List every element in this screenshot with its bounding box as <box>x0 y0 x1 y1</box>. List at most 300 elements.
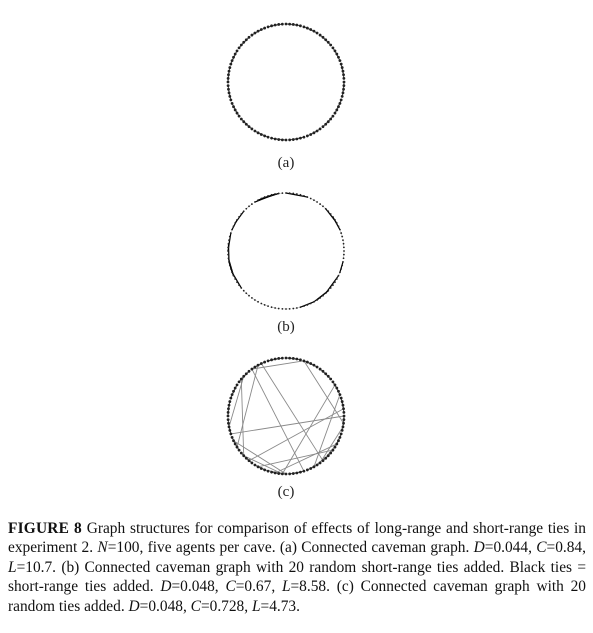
graph-node <box>299 137 302 140</box>
graph-node <box>267 195 269 197</box>
graph-node <box>342 407 345 410</box>
graph-node <box>340 63 343 66</box>
graph-node <box>267 470 270 473</box>
graph-node <box>335 53 338 56</box>
random-tie <box>237 365 258 447</box>
graph-node <box>278 193 280 195</box>
graph-node <box>234 278 236 280</box>
graph-node <box>327 375 330 378</box>
random-tie <box>244 456 283 474</box>
graph-node <box>242 120 245 123</box>
graph-node <box>334 50 337 53</box>
graph-node <box>254 201 256 203</box>
graph-node <box>285 139 288 142</box>
panel-a-label: (a) <box>277 155 295 171</box>
graph-node <box>313 131 316 134</box>
graph-node <box>231 59 234 62</box>
panel-c-label: (c) <box>277 484 295 500</box>
graph-node <box>238 115 241 118</box>
graph-node <box>243 290 245 292</box>
graph-node <box>231 102 234 105</box>
random-tie <box>261 364 323 461</box>
graph-node <box>334 384 337 387</box>
graph-node <box>229 397 232 400</box>
graph-node <box>306 361 309 364</box>
graph-node <box>254 299 256 301</box>
graph-node <box>342 77 345 80</box>
graph-node <box>229 433 232 436</box>
graph-node <box>295 472 298 475</box>
figure-caption: FIGURE 8 Graph structures for comparison of effects of long-range and short-range ties in experiment 2. N=100, five agents per cave. (a) Connected caveman graph. D=0.044, C=0.84, L=10.7. (b) Connected caveman graph with 20 random short-range ties added. Black ties = short-range ties added. D=0.048, C=0.67, L=8.58. (c) Connected caveman graph with 20 random ties added. D=0.048, C=0.728, L=4.73. <box>8 520 587 615</box>
graph-node <box>313 199 315 201</box>
graph-node <box>292 308 294 310</box>
panel-c <box>196 348 376 508</box>
graph-node <box>227 411 230 414</box>
graph-node <box>289 192 291 194</box>
graph-node <box>228 400 231 403</box>
graph-node <box>264 196 266 198</box>
graph-node <box>337 439 340 442</box>
graph-node <box>319 128 322 131</box>
graph-node <box>242 375 245 378</box>
graph-node <box>343 415 346 418</box>
graph-node <box>227 88 230 91</box>
graph-node <box>343 250 345 252</box>
random-tie <box>241 379 243 456</box>
graph-node <box>248 36 251 39</box>
graph-node <box>260 133 263 136</box>
graph-node <box>341 400 344 403</box>
graph-node <box>342 239 344 241</box>
graph-node <box>322 459 325 462</box>
graph-node <box>238 381 241 384</box>
graph-node <box>322 125 325 128</box>
graph-node <box>281 308 283 310</box>
graph-node <box>267 136 270 139</box>
graph-node <box>319 297 321 299</box>
graph-node <box>257 301 259 303</box>
graph-node <box>292 23 295 26</box>
graph-node <box>306 135 309 138</box>
graph-node <box>228 243 230 245</box>
graph-node <box>227 415 230 418</box>
graph-node <box>227 422 230 425</box>
graph-node <box>257 364 260 367</box>
graph-node <box>322 295 324 297</box>
graph-node <box>329 378 332 381</box>
graph-node <box>236 50 239 53</box>
graph-node <box>329 118 332 121</box>
graph-node <box>342 84 345 87</box>
graph-node <box>342 73 345 76</box>
graph-node <box>316 32 319 35</box>
graph-node <box>263 135 266 138</box>
graph-node <box>334 112 337 115</box>
graph-node <box>295 358 298 361</box>
graph-node <box>267 305 269 307</box>
graph-node <box>236 281 238 283</box>
graph-node <box>313 364 316 367</box>
graph-node <box>325 208 327 210</box>
graph-node <box>292 472 295 475</box>
graph-node <box>232 439 235 442</box>
graph-node <box>340 99 343 102</box>
graph-node <box>309 362 312 365</box>
graph-node <box>330 287 332 289</box>
graph-node <box>303 470 306 473</box>
graph-node <box>340 433 343 436</box>
graph-node <box>254 464 257 467</box>
short-range-tie <box>261 193 278 198</box>
graph-node <box>254 366 257 369</box>
graph-node <box>227 246 229 248</box>
graph-node <box>309 133 312 136</box>
graph-node <box>319 368 322 371</box>
random-tie <box>320 427 343 463</box>
graph-node <box>229 63 232 66</box>
graph-node <box>238 284 240 286</box>
graph-node <box>228 404 231 407</box>
short-range-tie <box>340 262 343 272</box>
graph-node <box>260 467 263 470</box>
graph-node <box>240 213 242 215</box>
graph-node <box>332 216 334 218</box>
graph-node <box>227 407 230 410</box>
graph-node <box>281 357 284 360</box>
graph-node <box>240 287 242 289</box>
graph-b-short-range-ties <box>196 183 376 323</box>
graph-node <box>329 44 332 47</box>
panel-a <box>196 14 376 174</box>
graph-node <box>231 393 234 396</box>
graph-node <box>263 27 266 30</box>
graph-node <box>245 208 247 210</box>
graph-node <box>227 254 229 256</box>
graph-node <box>238 449 241 452</box>
graph-node <box>240 452 243 455</box>
graph-node <box>313 301 315 303</box>
graph-node <box>340 232 342 234</box>
graph-node <box>341 265 343 267</box>
graph-node <box>342 70 345 73</box>
graph-node <box>248 370 251 373</box>
graph-node <box>342 411 345 414</box>
graph-node <box>339 59 342 62</box>
graph-node <box>292 193 294 195</box>
graph-node <box>285 473 288 476</box>
graph-node <box>229 236 231 238</box>
graph-node <box>245 292 247 294</box>
graph-node <box>245 457 248 460</box>
graph-node <box>234 222 236 224</box>
graph-node <box>260 362 263 365</box>
graph-node <box>295 138 298 141</box>
graph-node <box>332 449 335 452</box>
graph-node <box>334 446 337 449</box>
graph-node <box>232 105 235 108</box>
graph-node <box>251 34 254 37</box>
graph-node <box>313 465 316 468</box>
graph-node <box>342 91 345 94</box>
graph-node <box>228 66 231 69</box>
graph-node <box>335 387 338 390</box>
graph-node <box>295 24 298 27</box>
graph-node <box>260 28 263 31</box>
graph-node <box>248 459 251 462</box>
graph-node <box>228 95 231 98</box>
graph-node <box>281 472 284 475</box>
graph-node <box>288 138 291 141</box>
graph-node <box>278 308 280 310</box>
graph-node <box>339 102 342 105</box>
graph-node <box>310 198 312 200</box>
graph-node <box>257 30 260 33</box>
graph-node <box>316 299 318 301</box>
graph-node <box>228 70 231 73</box>
graph-node <box>342 404 345 407</box>
graph-node <box>334 219 336 221</box>
short-range-tie <box>232 272 241 288</box>
graph-node <box>227 250 229 252</box>
graph-node <box>306 196 308 198</box>
graph-node <box>327 210 329 212</box>
graph-node <box>338 275 340 277</box>
graph-node <box>306 469 309 472</box>
graph-node <box>319 34 322 37</box>
graph-node <box>342 88 345 91</box>
graph-node <box>245 123 248 126</box>
graph-node <box>264 304 266 306</box>
graph-node <box>343 257 345 259</box>
graph-node <box>227 73 230 76</box>
graph-node <box>260 303 262 305</box>
graph-node <box>285 308 287 310</box>
graph-node <box>229 99 232 102</box>
graph-node <box>322 205 324 207</box>
graph-node <box>292 138 295 141</box>
graph-node <box>337 56 340 59</box>
graph-node <box>339 229 341 231</box>
graph-node <box>339 393 342 396</box>
graph-node <box>257 199 259 201</box>
graph-node <box>324 372 327 375</box>
graph-node <box>285 357 288 360</box>
graph-node <box>238 47 241 50</box>
graph-node <box>322 370 325 373</box>
graph-node <box>303 359 306 362</box>
graph-node <box>319 462 322 465</box>
figure-label: FIGURE 8 <box>8 520 82 537</box>
graph-node <box>299 358 302 361</box>
graph-node <box>336 278 338 280</box>
graph-node <box>234 387 237 390</box>
graph-node <box>306 304 308 306</box>
graph-node <box>342 261 344 263</box>
graph-node <box>296 193 298 195</box>
graph-node <box>254 32 257 35</box>
graph-node <box>292 357 295 360</box>
graph-node <box>330 213 332 215</box>
graph-node <box>313 30 316 33</box>
graph-node <box>274 138 277 141</box>
graph-node <box>242 454 245 457</box>
graph-node <box>228 239 230 241</box>
graph-node <box>233 275 235 277</box>
graph-a-connected-caveman <box>196 14 376 154</box>
graph-node <box>251 368 254 371</box>
graph-node <box>288 23 291 26</box>
graph-node <box>227 84 230 87</box>
graph-node <box>289 308 291 310</box>
graph-node <box>319 203 321 205</box>
graph-node <box>231 229 233 231</box>
graph-node <box>341 95 344 98</box>
graph-node <box>228 261 230 263</box>
graph-node <box>236 219 238 221</box>
graph-node <box>228 91 231 94</box>
graph-node <box>343 243 345 245</box>
random-tie <box>234 441 286 474</box>
graph-node <box>227 77 230 80</box>
graph-node <box>309 467 312 470</box>
graph-node <box>343 254 345 256</box>
graph-node <box>228 425 231 428</box>
graph-node <box>236 384 239 387</box>
panel-b <box>196 183 376 343</box>
graph-node <box>299 24 302 27</box>
graph-node <box>231 436 234 439</box>
graph-node <box>329 452 332 455</box>
graph-node <box>338 225 340 227</box>
graph-node <box>248 295 250 297</box>
graph-node <box>339 436 342 439</box>
graph-node <box>288 357 291 360</box>
graph-node <box>271 194 273 196</box>
graph-node <box>332 115 335 118</box>
graph-node <box>232 390 235 393</box>
graph-node <box>270 24 273 27</box>
graph-node <box>232 56 235 59</box>
panel-b-label: (b) <box>277 319 295 335</box>
graph-node <box>251 297 253 299</box>
graph-node <box>309 28 312 31</box>
graph-node <box>245 38 248 41</box>
graph-node <box>267 359 270 362</box>
graph-node <box>257 131 260 134</box>
graph-node <box>341 429 344 432</box>
graph-node <box>316 201 318 203</box>
graph-node <box>285 23 288 26</box>
graph-node <box>274 307 276 309</box>
graph-node <box>343 246 345 248</box>
graph-node <box>303 136 306 139</box>
graph-node <box>271 306 273 308</box>
graph-node <box>231 271 233 273</box>
graph-node <box>243 210 245 212</box>
graph-node <box>316 366 319 369</box>
graph-node <box>236 112 239 115</box>
graph-node <box>257 465 260 468</box>
graph-node <box>263 469 266 472</box>
graph-node <box>300 306 302 308</box>
graph-node <box>325 292 327 294</box>
graph-node <box>337 390 340 393</box>
graph-node <box>251 128 254 131</box>
graph-node <box>339 271 341 273</box>
graph-node <box>303 305 305 307</box>
graph-node <box>281 138 284 141</box>
graph-node <box>274 472 277 475</box>
graph-node <box>336 222 338 224</box>
graph-node <box>240 118 243 121</box>
graph-node <box>245 372 248 375</box>
graph-node <box>334 281 336 283</box>
graph-node <box>322 36 325 39</box>
graph-node <box>341 66 344 69</box>
graph-node <box>270 471 273 474</box>
graph-node <box>242 41 245 44</box>
graph-node <box>281 23 284 26</box>
graph-node <box>228 257 230 259</box>
graph-node <box>234 53 237 56</box>
graph-node <box>342 418 345 421</box>
graph-node <box>251 203 253 205</box>
graph-node <box>288 472 291 475</box>
graph-node <box>248 125 251 128</box>
graph-node <box>240 378 243 381</box>
graph-node <box>277 23 280 26</box>
graph-node <box>236 446 239 449</box>
graph-node <box>303 195 305 197</box>
graph-node <box>299 471 302 474</box>
graph-node <box>270 137 273 140</box>
graph-node <box>234 443 237 446</box>
graph-node <box>335 109 338 112</box>
random-tie <box>252 369 304 471</box>
graph-node <box>332 284 334 286</box>
graph-node <box>303 25 306 28</box>
graph-node <box>274 24 277 27</box>
graph-node <box>316 130 319 133</box>
graph-node <box>277 357 280 360</box>
graph-node <box>327 290 329 292</box>
graph-node <box>340 397 343 400</box>
graph-node <box>324 457 327 460</box>
graph-node <box>285 192 287 194</box>
graph-node <box>227 418 230 421</box>
graph-node <box>337 105 340 108</box>
graph-node <box>270 358 273 361</box>
graph-node <box>324 123 327 126</box>
graph-node <box>324 38 327 41</box>
graph-node <box>343 81 346 84</box>
graph-node <box>342 425 345 428</box>
graph-node <box>267 25 270 28</box>
graph-node <box>327 454 330 457</box>
graph-node <box>327 41 330 44</box>
graph-node <box>274 358 277 361</box>
graph-node <box>310 303 312 305</box>
graph-node <box>332 381 335 384</box>
graph-node <box>229 265 231 267</box>
graph-node <box>277 138 280 141</box>
graph-node <box>335 443 338 446</box>
graph-node <box>327 120 330 123</box>
graph-c-random-ties <box>196 348 376 488</box>
graph-node <box>227 81 230 84</box>
graph-node <box>254 130 257 133</box>
graph-node <box>340 268 342 270</box>
